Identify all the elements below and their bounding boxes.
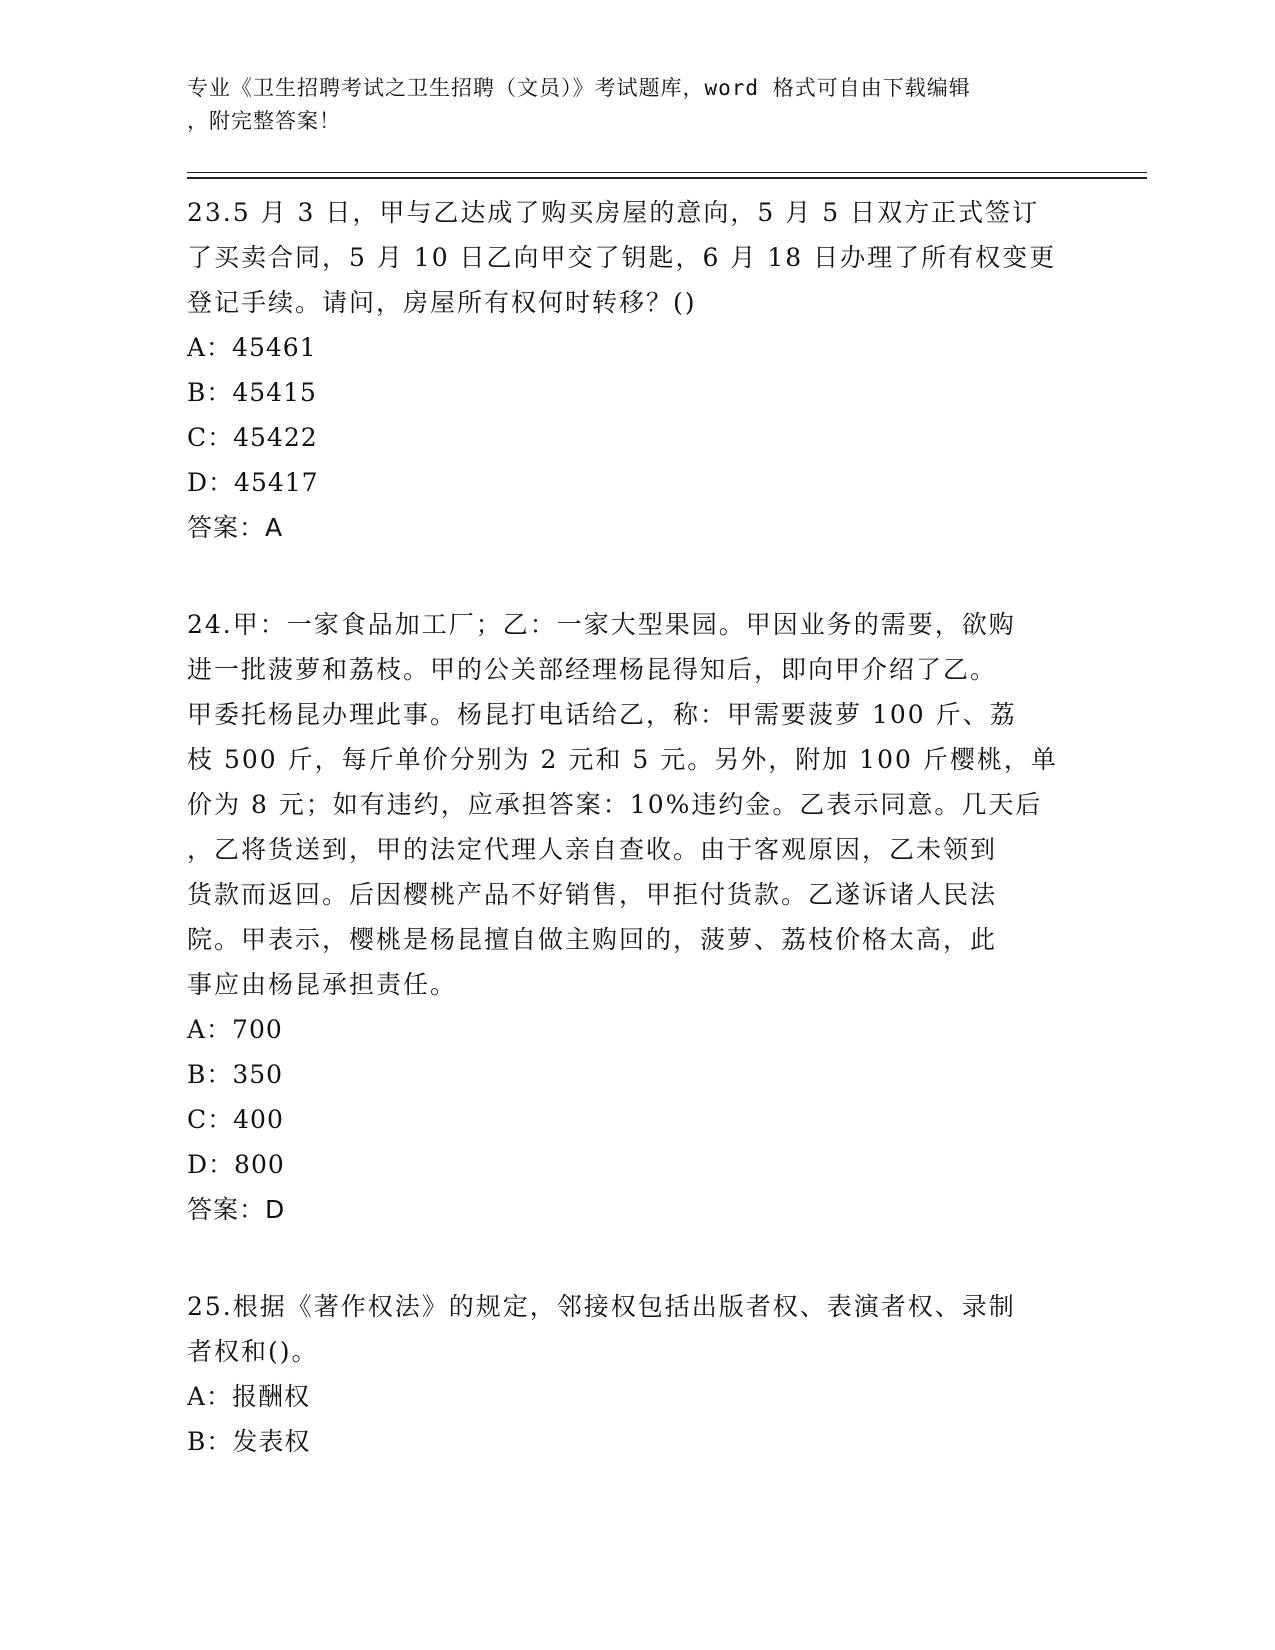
header-line-1: 专业《卫生招聘考试之卫生招聘（文员）》考试题库，word 格式可自由下载编辑 xyxy=(187,76,971,100)
option-a: A：700 xyxy=(187,1015,283,1044)
question-24 xyxy=(187,602,1087,1232)
option-d: D：45417 xyxy=(187,468,319,497)
option-d: D：800 xyxy=(187,1150,285,1179)
option-a: A：报酬权 xyxy=(187,1382,311,1411)
option-b: B：发表权 xyxy=(187,1427,311,1456)
option-c: C：45422 xyxy=(187,423,318,452)
answer: 答案：D xyxy=(187,1195,286,1224)
option-c: C：400 xyxy=(187,1105,284,1134)
question-23 xyxy=(187,190,1087,550)
question-stem: 23.5 月 3 日，甲与乙达成了购买房屋的意向，5 月 5 日双方正式签订 了买卖合同，5 月 10 日乙向甲交了钥匙，6 月 18 日办理了所有权变更 登记手续。请问，房屋所有权何时转移？() xyxy=(187,198,1057,317)
document-header xyxy=(187,72,1067,138)
answer: 答案：A xyxy=(187,513,284,542)
question-stem: 24.甲：一家食品加工厂；乙：一家大型果园。甲因业务的需要，欲购 进一批菠萝和荔枝。甲的公关部经理杨昆得知后，即向甲介绍了乙。 甲委托杨昆办理此事。杨昆打电话给乙，称：甲需要菠萝 100 斤、荔 枝 500 斤，每斤单价分别为 2 元和 5 元。另外，附加 100 斤樱桃，单 价为 8 元；如有违约，应承担答案：10%违约金。乙表示同意。几天后 ，乙将货送到，甲的法定代理人亲自查收。由于客观原因，乙未领到 货款而返回。后因樱桃产品不好销售，甲拒付货款。乙遂诉诸人民法 院。甲表示，樱桃是杨昆擅自做主购回的，菠萝、荔枝价格太高，此 事应由杨昆承担责任。 xyxy=(187,610,1058,999)
question-stem: 25.根据《著作权法》的规定，邻接权包括出版者权、表演者权、录制 者权和()。 xyxy=(187,1292,1016,1366)
header-rule-top xyxy=(187,172,1147,173)
header-line-2: ，附完整答案！ xyxy=(187,109,341,133)
header-rule-bottom xyxy=(187,177,1147,179)
question-list xyxy=(187,190,1087,1516)
option-b: B：45415 xyxy=(187,378,317,407)
option-b: B：350 xyxy=(187,1060,284,1089)
option-a: A：45461 xyxy=(187,333,317,362)
question-25 xyxy=(187,1284,1087,1464)
